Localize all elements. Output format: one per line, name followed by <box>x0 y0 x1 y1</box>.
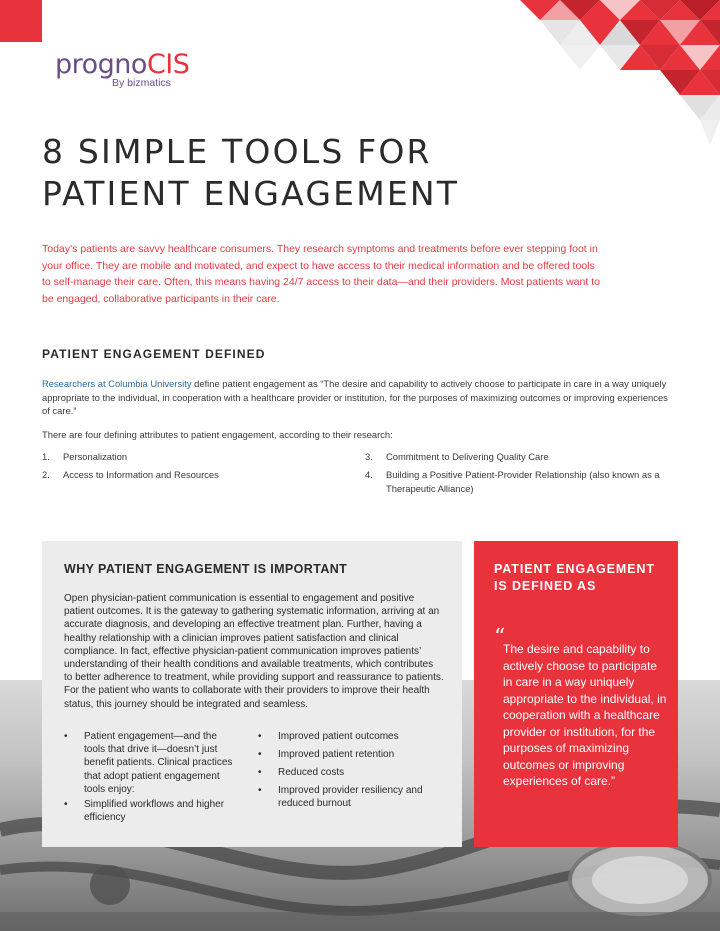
page-title <box>42 131 562 215</box>
bullet-text: Improved provider resiliency and reduced burnout <box>278 785 423 810</box>
logo-wordmark-part2: CIS <box>146 49 190 80</box>
attribute-text: Access to Information and Resources <box>63 469 219 480</box>
intro-paragraph: Today’s patients are savvy healthcare consumers. They research symptoms and treatments before ever stepping foot in your office. They are mobile and motivated, and expect to have access to their medical information and be offered tools to self-manage their care. Often, this means having 24/7 access to their data—and their providers. Most patients want to be engaged, collaborative participants in their care. <box>42 243 600 305</box>
attributes-intro: There are four defining attributes to patient engagement, according to their research: <box>42 429 393 440</box>
why-important-heading: WHY PATIENT ENGAGEMENT IS IMPORTANT <box>64 562 348 576</box>
bullet-text: Improved patient retention <box>278 749 395 760</box>
attribute-number: 2. <box>42 469 50 480</box>
corner-accent-square <box>0 0 42 42</box>
quote-mark-icon: “ <box>494 625 506 650</box>
bullet-text: Reduced costs <box>278 767 345 778</box>
logo-tagline: By bizmatics <box>112 77 171 89</box>
definition-sidebar <box>474 541 678 847</box>
sidebar-heading: PATIENT ENGAGEMENT IS DEFINED AS <box>494 562 655 593</box>
bullet-glyph: • <box>64 799 68 810</box>
definition-text: define patient engagement as “The desire and capability to actively choose to participate in care in a way uniquely appropriate to the individual, in cooperation with a healthcare provider or institution, for the purposes of maximizing outcomes or improving experiences of care.” <box>42 378 668 416</box>
logo-wordmark <box>55 50 189 80</box>
bullet-glyph: • <box>258 749 262 760</box>
attribute-text: Building a Positive Patient-Provider Relationship (also known as a Therapeutic Alliance) <box>386 469 660 494</box>
page-title-line1: 8 SIMPLE TOOLS FOR <box>42 132 432 171</box>
why-important-paragraph: Open physician-patient communication is essential to engagement and positive patient outcomes. It is the gateway to gathering systematic information, arriving at an accurate diagnosis, and developing an effective treatment plan. Further, having a healthy relationship with a clinician improves patient satisfaction and clinical compliance. In fact, effective physician-patient communication improves patients’ understanding of their health conditions and available treatments, which contributes to better adherence to treatment, while providing support and reassurance to patients. For the patient who wants to collaborate with their providers to improve their health status, this journey should be integrated and seamless. <box>64 593 444 710</box>
prognocis-logo <box>55 49 190 89</box>
attribute-number: 1. <box>42 451 50 462</box>
sidebar-quote: The desire and capability to actively choose to participate in care in a way uniquely appropriate to the individual, in cooperation with a healthcare provider or institution, for the purposes of maximizing outcomes or improving experiences of care.” <box>503 642 667 788</box>
why-important-panel <box>42 541 462 847</box>
bullet-glyph: • <box>64 731 68 742</box>
definition-paragraph <box>42 377 672 418</box>
bullet-text: Simplified workflows and higher efficiency <box>84 799 225 824</box>
logo-wordmark-part1: progno <box>55 49 147 80</box>
bullet-glyph: • <box>258 785 262 796</box>
attribute-text: Commitment to Delivering Quality Care <box>386 451 549 462</box>
definition-heading: PATIENT ENGAGEMENT DEFINED <box>42 347 266 361</box>
bullet-glyph: • <box>258 767 262 778</box>
attribute-number: 4. <box>365 469 373 480</box>
bullet-glyph: • <box>258 731 262 742</box>
bullet-text: Patient engagement—and the tools that drive it—doesn’t just benefit patients. Clinical practices that adopt patient engagement tools enjoy: <box>84 731 233 795</box>
columbia-research-link[interactable]: Researchers at Columbia University <box>42 378 192 389</box>
page-title-line2: PATIENT ENGAGEMENT <box>42 174 460 213</box>
attribute-number: 3. <box>365 451 373 462</box>
bullet-text: Improved patient outcomes <box>278 731 399 742</box>
triangle-pattern-decoration <box>520 0 720 150</box>
attribute-text: Personalization <box>63 451 128 462</box>
